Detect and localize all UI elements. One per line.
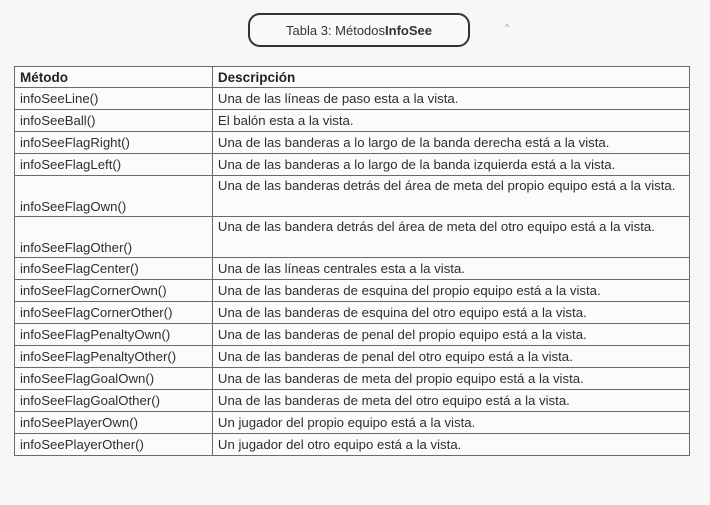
description-cell: Una de las banderas de esquina del otro equipo está a la vista. (212, 302, 689, 324)
table-row (15, 176, 690, 217)
description-cell: Una de las banderas de penal del otro equipo está a la vista. (212, 346, 689, 368)
method-cell: infoSeePlayerOther() (15, 434, 213, 456)
description-cell: Una de las líneas centrales esta a la vista. (212, 258, 689, 280)
caption-prefix: Tabla 3: Métodos (286, 22, 386, 38)
description-cell: El balón esta a la vista. (212, 110, 689, 132)
table-caption (248, 13, 470, 47)
table-row (15, 88, 690, 110)
method-cell: infoSeeFlagGoalOwn() (15, 368, 213, 390)
method-cell: infoSeeFlagOwn() (15, 176, 213, 217)
description-cell: Una de las banderas de esquina del propio equipo está a la vista. (212, 280, 689, 302)
description-cell: Un jugador del otro equipo está a la vista. (212, 434, 689, 456)
method-cell: infoSeeFlagCenter() (15, 258, 213, 280)
scan-artifact-mark: ^ (505, 22, 510, 32)
methods-table (14, 66, 690, 456)
table-row (15, 258, 690, 280)
description-cell: Una de las banderas detrás del área de meta del propio equipo está a la vista. (212, 176, 689, 217)
table-row (15, 302, 690, 324)
header-method: Método (15, 67, 213, 88)
table-row (15, 324, 690, 346)
method-cell: infoSeeFlagPenaltyOther() (15, 346, 213, 368)
table-row (15, 154, 690, 176)
table-row (15, 346, 690, 368)
table-row (15, 132, 690, 154)
description-cell: Una de las banderas de meta del otro equipo está a la vista. (212, 390, 689, 412)
method-cell: infoSeeFlagOther() (15, 217, 213, 258)
description-cell: Un jugador del propio equipo está a la vista. (212, 412, 689, 434)
description-cell: Una de las bandera detrás del área de meta del otro equipo está a la vista. (212, 217, 689, 258)
method-cell: infoSeeFlagLeft() (15, 154, 213, 176)
description-cell: Una de las banderas de penal del propio equipo está a la vista. (212, 324, 689, 346)
method-cell: infoSeePlayerOwn() (15, 412, 213, 434)
table-row (15, 217, 690, 258)
method-cell: infoSeeFlagGoalOther() (15, 390, 213, 412)
table-header-row (15, 67, 690, 88)
method-cell: infoSeeLine() (15, 88, 213, 110)
method-cell: infoSeeFlagRight() (15, 132, 213, 154)
table-row (15, 280, 690, 302)
table-row (15, 412, 690, 434)
table-row (15, 110, 690, 132)
caption-name: InfoSee (385, 22, 432, 38)
table-row (15, 368, 690, 390)
description-cell: Una de las líneas de paso esta a la vista. (212, 88, 689, 110)
table-row (15, 434, 690, 456)
description-cell: Una de las banderas de meta del propio equipo está a la vista. (212, 368, 689, 390)
header-description: Descripción (212, 67, 689, 88)
method-cell: infoSeeFlagCornerOwn() (15, 280, 213, 302)
table-row (15, 390, 690, 412)
description-cell: Una de las banderas a lo largo de la banda derecha está a la vista. (212, 132, 689, 154)
method-cell: infoSeeBall() (15, 110, 213, 132)
method-cell: infoSeeFlagCornerOther() (15, 302, 213, 324)
description-cell: Una de las banderas a lo largo de la banda izquierda está a la vista. (212, 154, 689, 176)
method-cell: infoSeeFlagPenaltyOwn() (15, 324, 213, 346)
